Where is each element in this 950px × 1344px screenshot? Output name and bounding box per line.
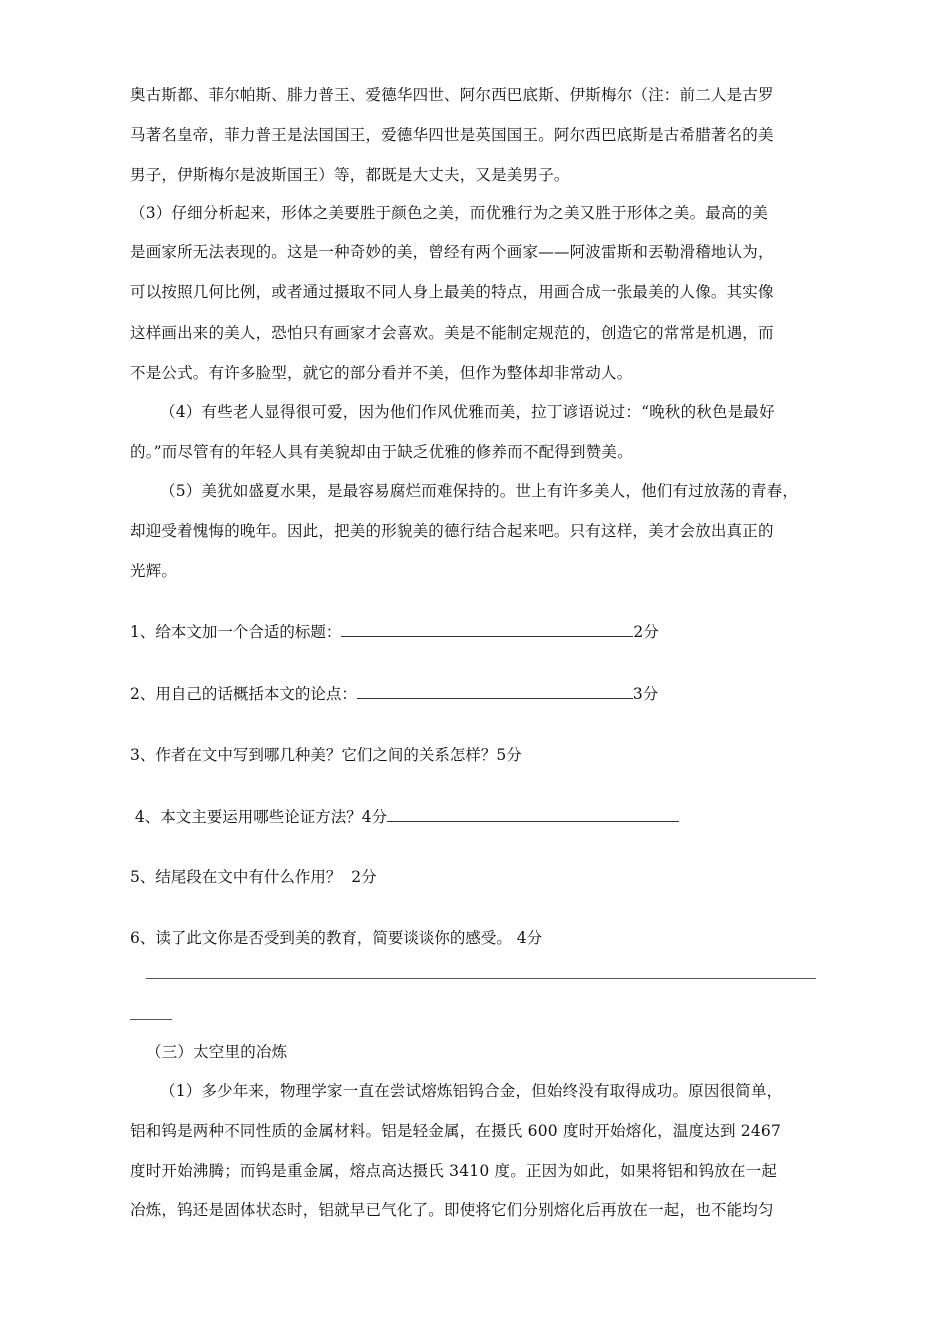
answer-line-end (130, 1019, 172, 1020)
question-4 (130, 807, 679, 827)
question-6 (130, 928, 542, 948)
answer-line[interactable] (146, 978, 816, 979)
passage-line: 冶炼，钨还是固体状态时，铝就早已气化了。即使将它们分别熔化后再放在一起，也不能均匀 (130, 1201, 774, 1219)
question-2 (130, 684, 658, 704)
passage-line: （3）仔细分析起来，形体之美要胜于颜色之美，而优雅行为之美又胜于形体之美。最高的美 (130, 204, 769, 222)
passage-line: 可以按照几何比例，或者通过摄取不同人身上最美的特点，用画合成一张最美的人像。其实像 (130, 283, 774, 301)
passage-line: 马著名皇帝，菲力普王是法国国王，爱德华四世是英国国王。阿尔西巴底斯是古希腊著名的美 (130, 126, 774, 144)
passage-line: 是画家所无法表现的。这是一种奇妙的美，曾经有两个画家——阿波雷斯和丟勒滑稽地认为， (130, 243, 774, 261)
question-text: 5、结尾段在文中有什么作用？ 2分 (130, 868, 377, 886)
question-3 (130, 745, 522, 765)
question-text: 6、读了此文你是否受到美的教育，简要谈谈你的感受。 4分 (130, 929, 543, 947)
passage-line: （5）美犹如盛夏水果，是最容易腐烂而难保持的。世上有许多美人，他们有过放荡的青春， (160, 482, 799, 500)
passage-line: 光辉。 (130, 562, 178, 580)
passage-line: 铝和钨是两种不同性质的金属材料。铝是轻金属，在摄氏 600 度时开始熔化，温度达到 2467 (130, 1122, 782, 1140)
question-1 (130, 622, 659, 642)
passage-line: 奥古斯都、菲尔帕斯、腓力普王、爱德华四世、阿尔西巴底斯、伊斯梅尔（注：前二人是古罗 (130, 86, 774, 104)
answer-blank[interactable] (387, 807, 679, 822)
answer-blank[interactable] (357, 684, 633, 699)
question-score: 2分 (633, 623, 659, 641)
passage-line: （1）多少年来，物理学家一直在尝试熔炼铝钨合金，但始终没有取得成功。原因很简单， (160, 1082, 783, 1100)
question-text: 4、本文主要运用哪些论证方法？4分 (130, 808, 388, 826)
question-score: 3分 (632, 685, 659, 703)
question-text: 3、作者在文中写到哪几种美？它们之间的关系怎样？5分 (130, 746, 522, 764)
section-title: （三）太空里的冶炼 (146, 1043, 288, 1061)
passage-line: 度时开始沸腾；而钨是重金属，熔点高达摄氏 3410 度。正因为如此，如果将铝和钨放在一起 (130, 1162, 778, 1180)
passage-line: 这样画出来的美人，恐怕只有画家才会喜欢。美是不能制定规范的，创造它的常常是机遇，而 (130, 324, 774, 342)
passage-line: （4）有些老人显得很可爱，因为他们作风优雅而美，拉丁谚语说过：“晚秋的秋色是最好 (160, 403, 775, 421)
question-text: 1、给本文加一个合适的标题： (130, 623, 342, 641)
question-5 (130, 867, 377, 887)
passage-line: 不是公式。有许多脸型，就它的部分看并不美，但作为整体却非常动人。 (130, 364, 633, 382)
passage-line: 的。”而尽管有的年轻人具有美貌却由于缺乏优雅的修养而不配得到赞美。 (130, 443, 633, 461)
passage-line: 男子，伊斯梅尔是波斯国王）等，都既是大丈夫，又是美男子。 (130, 166, 570, 184)
answer-blank[interactable] (341, 622, 633, 637)
question-text: 2、用自己的话概括本文的论点： (130, 685, 357, 703)
passage-line: 却迎受着愧悔的晚年。因此，把美的形貌美的德行结合起来吧。只有这样，美才会放出真正的 (130, 522, 774, 540)
